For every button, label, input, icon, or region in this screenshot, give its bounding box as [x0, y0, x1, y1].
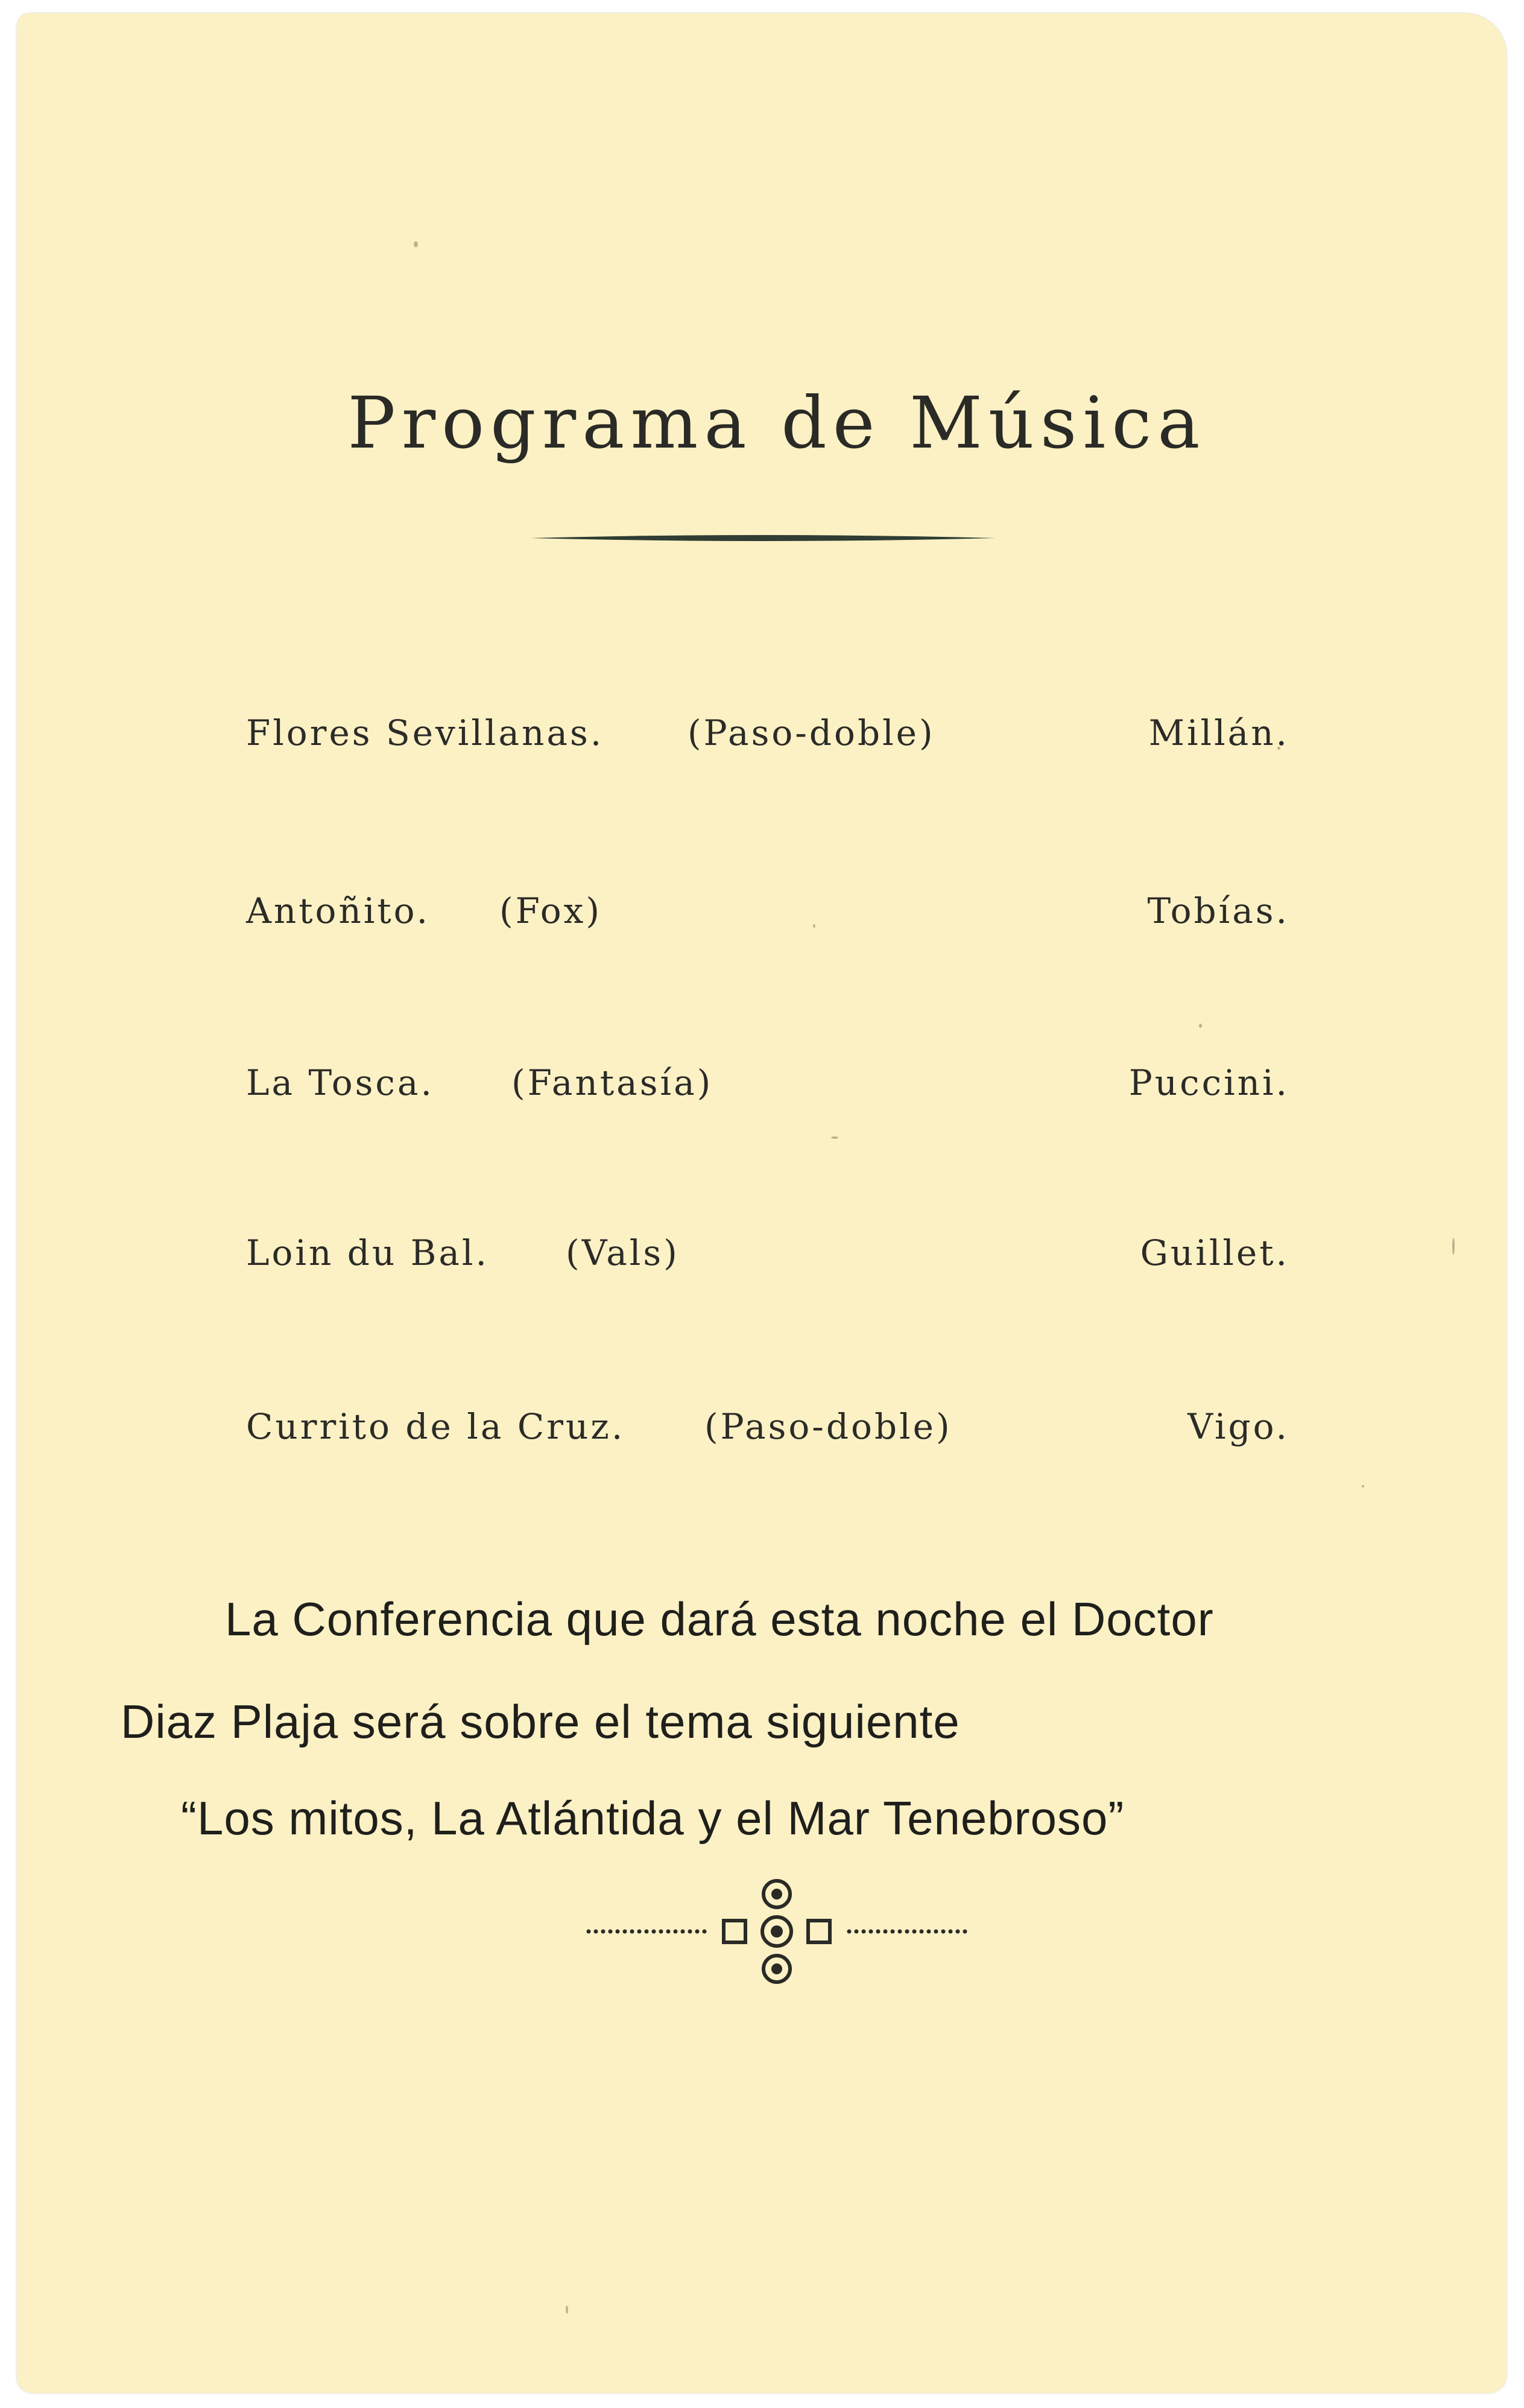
program-row — [246, 1399, 1289, 1454]
paper-speck — [414, 241, 418, 247]
piece-composer: Millán. — [1148, 712, 1289, 753]
page-title: Programa de Música — [347, 381, 1206, 464]
piece-genre: (Paso-doble) — [688, 712, 935, 753]
piece-title: Flores Sevillanas. — [246, 712, 604, 753]
program-card — [17, 13, 1507, 2393]
notice-line-3: “Los mitos, La Atlántida y el Mar Tenebroso” — [181, 1792, 1125, 1845]
piece-genre: (Vals) — [566, 1232, 680, 1273]
piece-title: Currito de la Cruz. — [246, 1406, 625, 1447]
program-row — [246, 884, 1289, 938]
paper-speck — [566, 2305, 568, 2314]
paper-speck — [1452, 1238, 1455, 1255]
piece-genre: (Fantasía) — [511, 1062, 713, 1103]
paper-speck — [1199, 1024, 1202, 1028]
piece-title: Loin du Bal. — [246, 1232, 489, 1273]
piece-composer: Tobías. — [1147, 890, 1289, 931]
program-row — [246, 1226, 1289, 1280]
notice-line-1: La Conferencia que dará esta noche el Doctor — [225, 1592, 1214, 1646]
piece-genre: (Paso-doble) — [704, 1406, 952, 1447]
piece-title: La Tosca. — [246, 1062, 434, 1103]
program-row — [246, 1056, 1289, 1110]
ornament-icon — [584, 1871, 970, 1992]
paper-speck — [1277, 747, 1280, 750]
piece-composer: Puccini. — [1128, 1062, 1289, 1103]
title-rule — [531, 531, 995, 545]
piece-composer: Guillet. — [1140, 1232, 1289, 1273]
paper-speck — [831, 1136, 838, 1139]
program-row — [246, 706, 1289, 760]
piece-title: Antoñito. — [246, 890, 431, 931]
paper-speck — [1362, 1485, 1364, 1488]
piece-genre: (Fox) — [499, 890, 602, 931]
piece-composer: Vigo. — [1187, 1406, 1289, 1447]
notice-line-2: Diaz Plaja será sobre el tema siguiente — [121, 1695, 960, 1748]
paper-speck — [813, 924, 815, 928]
